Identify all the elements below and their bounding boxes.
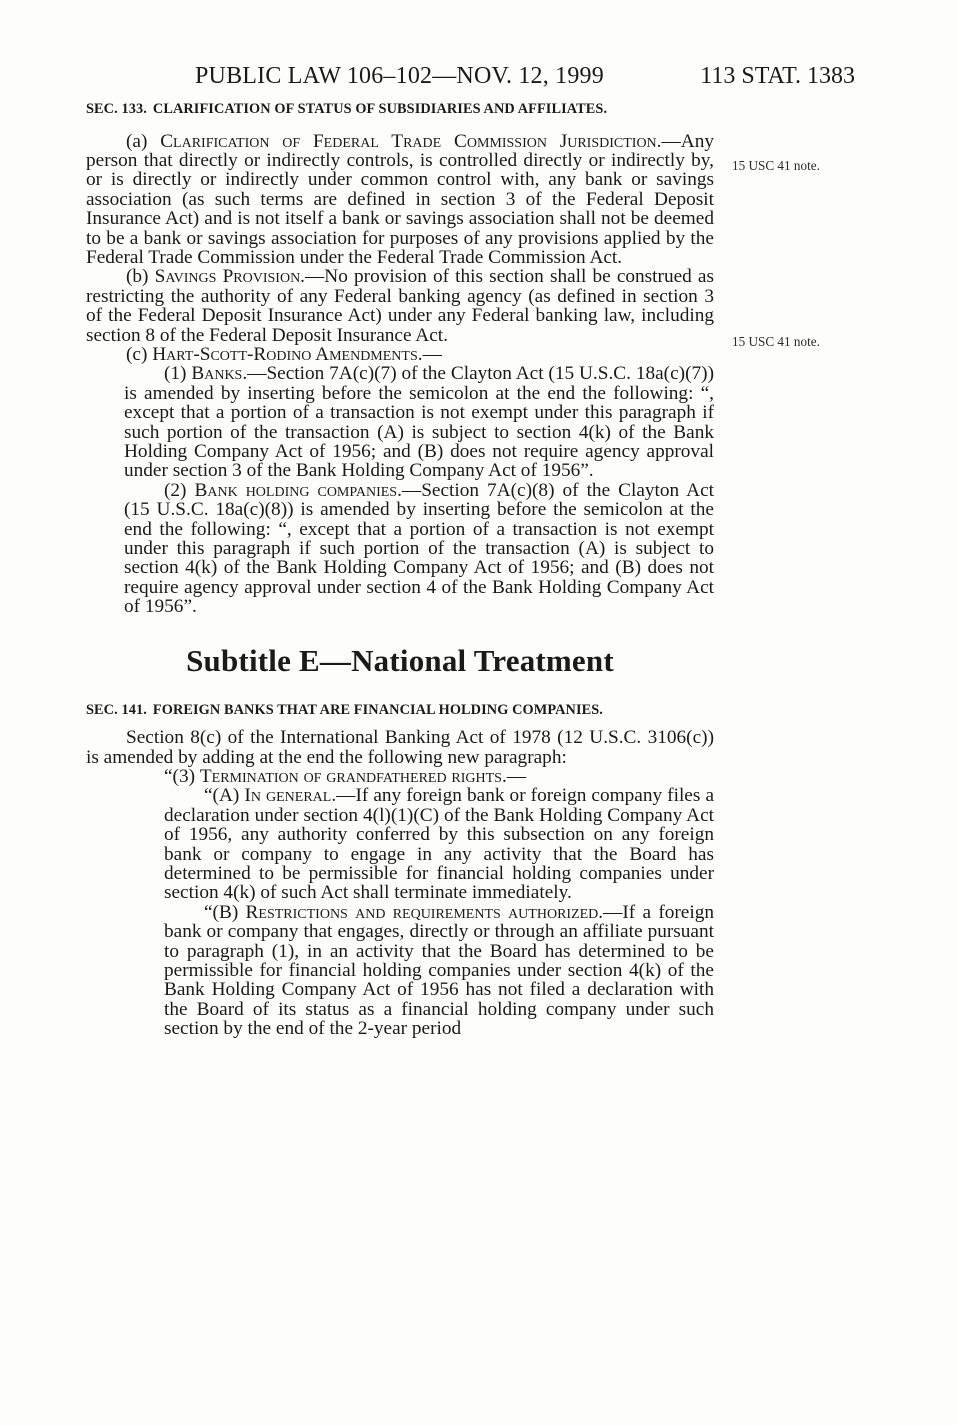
- margin-note-b: 15 USC 41 note.: [732, 334, 820, 349]
- subsection-b-label: (b): [126, 266, 155, 288]
- subsection-b-heading: Savings Provision.: [154, 266, 306, 288]
- subsection-b-text: —No provision of this section shall be construed as restricting the authority of any Federal banking agency (as defined in section 3 of the Federal Deposit Insurance Act) under any Federal banking law, including section 8 of the Federal Deposit Insurance Act.: [86, 266, 714, 346]
- subparagraph-B-label: “(B): [204, 901, 246, 923]
- subparagraph-A-label: “(A): [204, 785, 245, 807]
- paragraph-3-label: “(3): [164, 765, 200, 787]
- subparagraph-A-heading: In general.: [244, 785, 337, 807]
- paragraph-c1: [124, 364, 714, 480]
- section-141-number: SEC. 141.: [86, 701, 147, 718]
- subparagraph-B-heading: Restrictions and requirements authorized.: [245, 901, 604, 923]
- paragraph-c2-text: —Section 7A(c)(8) of the Clayton Act (15 U.S.C. 18a(c)(8)) is amended by inserting before the semicolon at the end the following: “, except that a portion of a transaction is not exempt under this paragraph if such portion of the transaction (A) is subject to section 4(k) of the Bank Holding Company Act of 1956; and (B) does not require agency approval under section 4 of the Bank Holding Company Act of 1956”.: [124, 479, 714, 618]
- subsection-a: [86, 132, 714, 268]
- subparagraph-B: [164, 903, 714, 1039]
- subsection-c-dash: —: [422, 343, 442, 365]
- subsection-c-heading: Hart-Scott-Rodino Amendments.: [152, 343, 423, 365]
- subsection-c-label: (c): [126, 343, 153, 365]
- paragraph-3-heading: [124, 767, 714, 786]
- paragraph-c1-label: (1): [164, 363, 192, 385]
- section-141-intro: Section 8(c) of the International Banking Act of 1978 (12 U.S.C. 3106(c)) is amended by adding at the end the following new paragraph:: [86, 727, 714, 768]
- subsection-b: [86, 267, 714, 345]
- subparagraph-A: [164, 786, 714, 902]
- subparagraph-B-text: If a foreign bank or company that engages, directly or through an affiliate pursuant to paragraph (1), in an activity that the Board has determined to be permissible for financial holding companies under section 4(k) of the Bank Holding Company Act of 1956 has not filed a declaration with the Board of its status as a financial holding company under such section by the end of the 2-year period: [164, 901, 714, 1040]
- section-133-heading: [86, 100, 714, 120]
- section-141-title: FOREIGN BANKS THAT ARE FINANCIAL HOLDING COMPANIES.: [152, 701, 603, 718]
- subsection-a-heading: Clarification of Federal Trade Commission Jurisdiction.: [160, 130, 662, 152]
- subsection-c: [86, 345, 714, 364]
- document-body: [86, 100, 714, 1039]
- section-133-number: SEC. 133.: [86, 101, 147, 117]
- subparagraph-A-text: —If any foreign bank or foreign company files a declaration under section 4(l)(1)(C) of the Bank Holding Company Act of 1956, any authority conferred by this subsection on any foreign bank or company to engage in any activity that the Board has determined to be permissible for financial holding companies under section 4(k) of such Act shall terminate immediately.: [164, 785, 714, 904]
- header-law-citation: PUBLIC LAW 106–102—NOV. 12, 1999: [195, 63, 604, 89]
- paragraph-c1-text: —Section 7A(c)(7) of the Clayton Act (15 U.S.C. 18a(c)(7)) is amended by inserting before the semicolon at the end the following: “, except that a portion of a transaction is not exempt under this paragraph if such portion of the transaction (A) is subject to section 4(k) of the Bank Holding Company Act of 1956; and (B) does not require agency approval under section 3 of the Bank Holding Company Act of 1956”.: [124, 363, 714, 482]
- subtitle-heading: Subtitle E—National Treatment: [186, 642, 614, 678]
- margin-note-a: 15 USC 41 note.: [732, 158, 820, 173]
- header-statute-page: 113 STAT. 1383: [700, 63, 855, 89]
- subsection-a-text: —Any person that directly or indirectly controls, is controlled directly or indirectly by, or is directly or indirectly under common control with, any bank or savings association (as such terms are defined in section 3 of the Federal Deposit Insurance Act) and is not itself a bank or savings association shall not be deemed to be a bank or savings association for purposes of any provisions applied by the Federal Trade Commission under the Federal Trade Commission Act.: [86, 130, 714, 268]
- section-141-heading: [86, 701, 714, 721]
- paragraph-c2-label: (2): [164, 479, 195, 501]
- subparagraph-B-dash: —: [603, 901, 623, 923]
- paragraph-3-title: Termination of grandfathered rights.: [199, 765, 507, 787]
- paragraph-c2: [124, 481, 714, 617]
- paragraph-c1-heading: Banks.: [191, 363, 248, 385]
- paragraph-c2-heading: Bank holding companies.: [194, 479, 402, 501]
- section-133-title: CLARIFICATION OF STATUS OF SUBSIDIARIES AND AFFILIATES.: [152, 101, 608, 117]
- paragraph-3-dash: —: [506, 765, 527, 787]
- subsection-a-label: (a): [126, 130, 161, 152]
